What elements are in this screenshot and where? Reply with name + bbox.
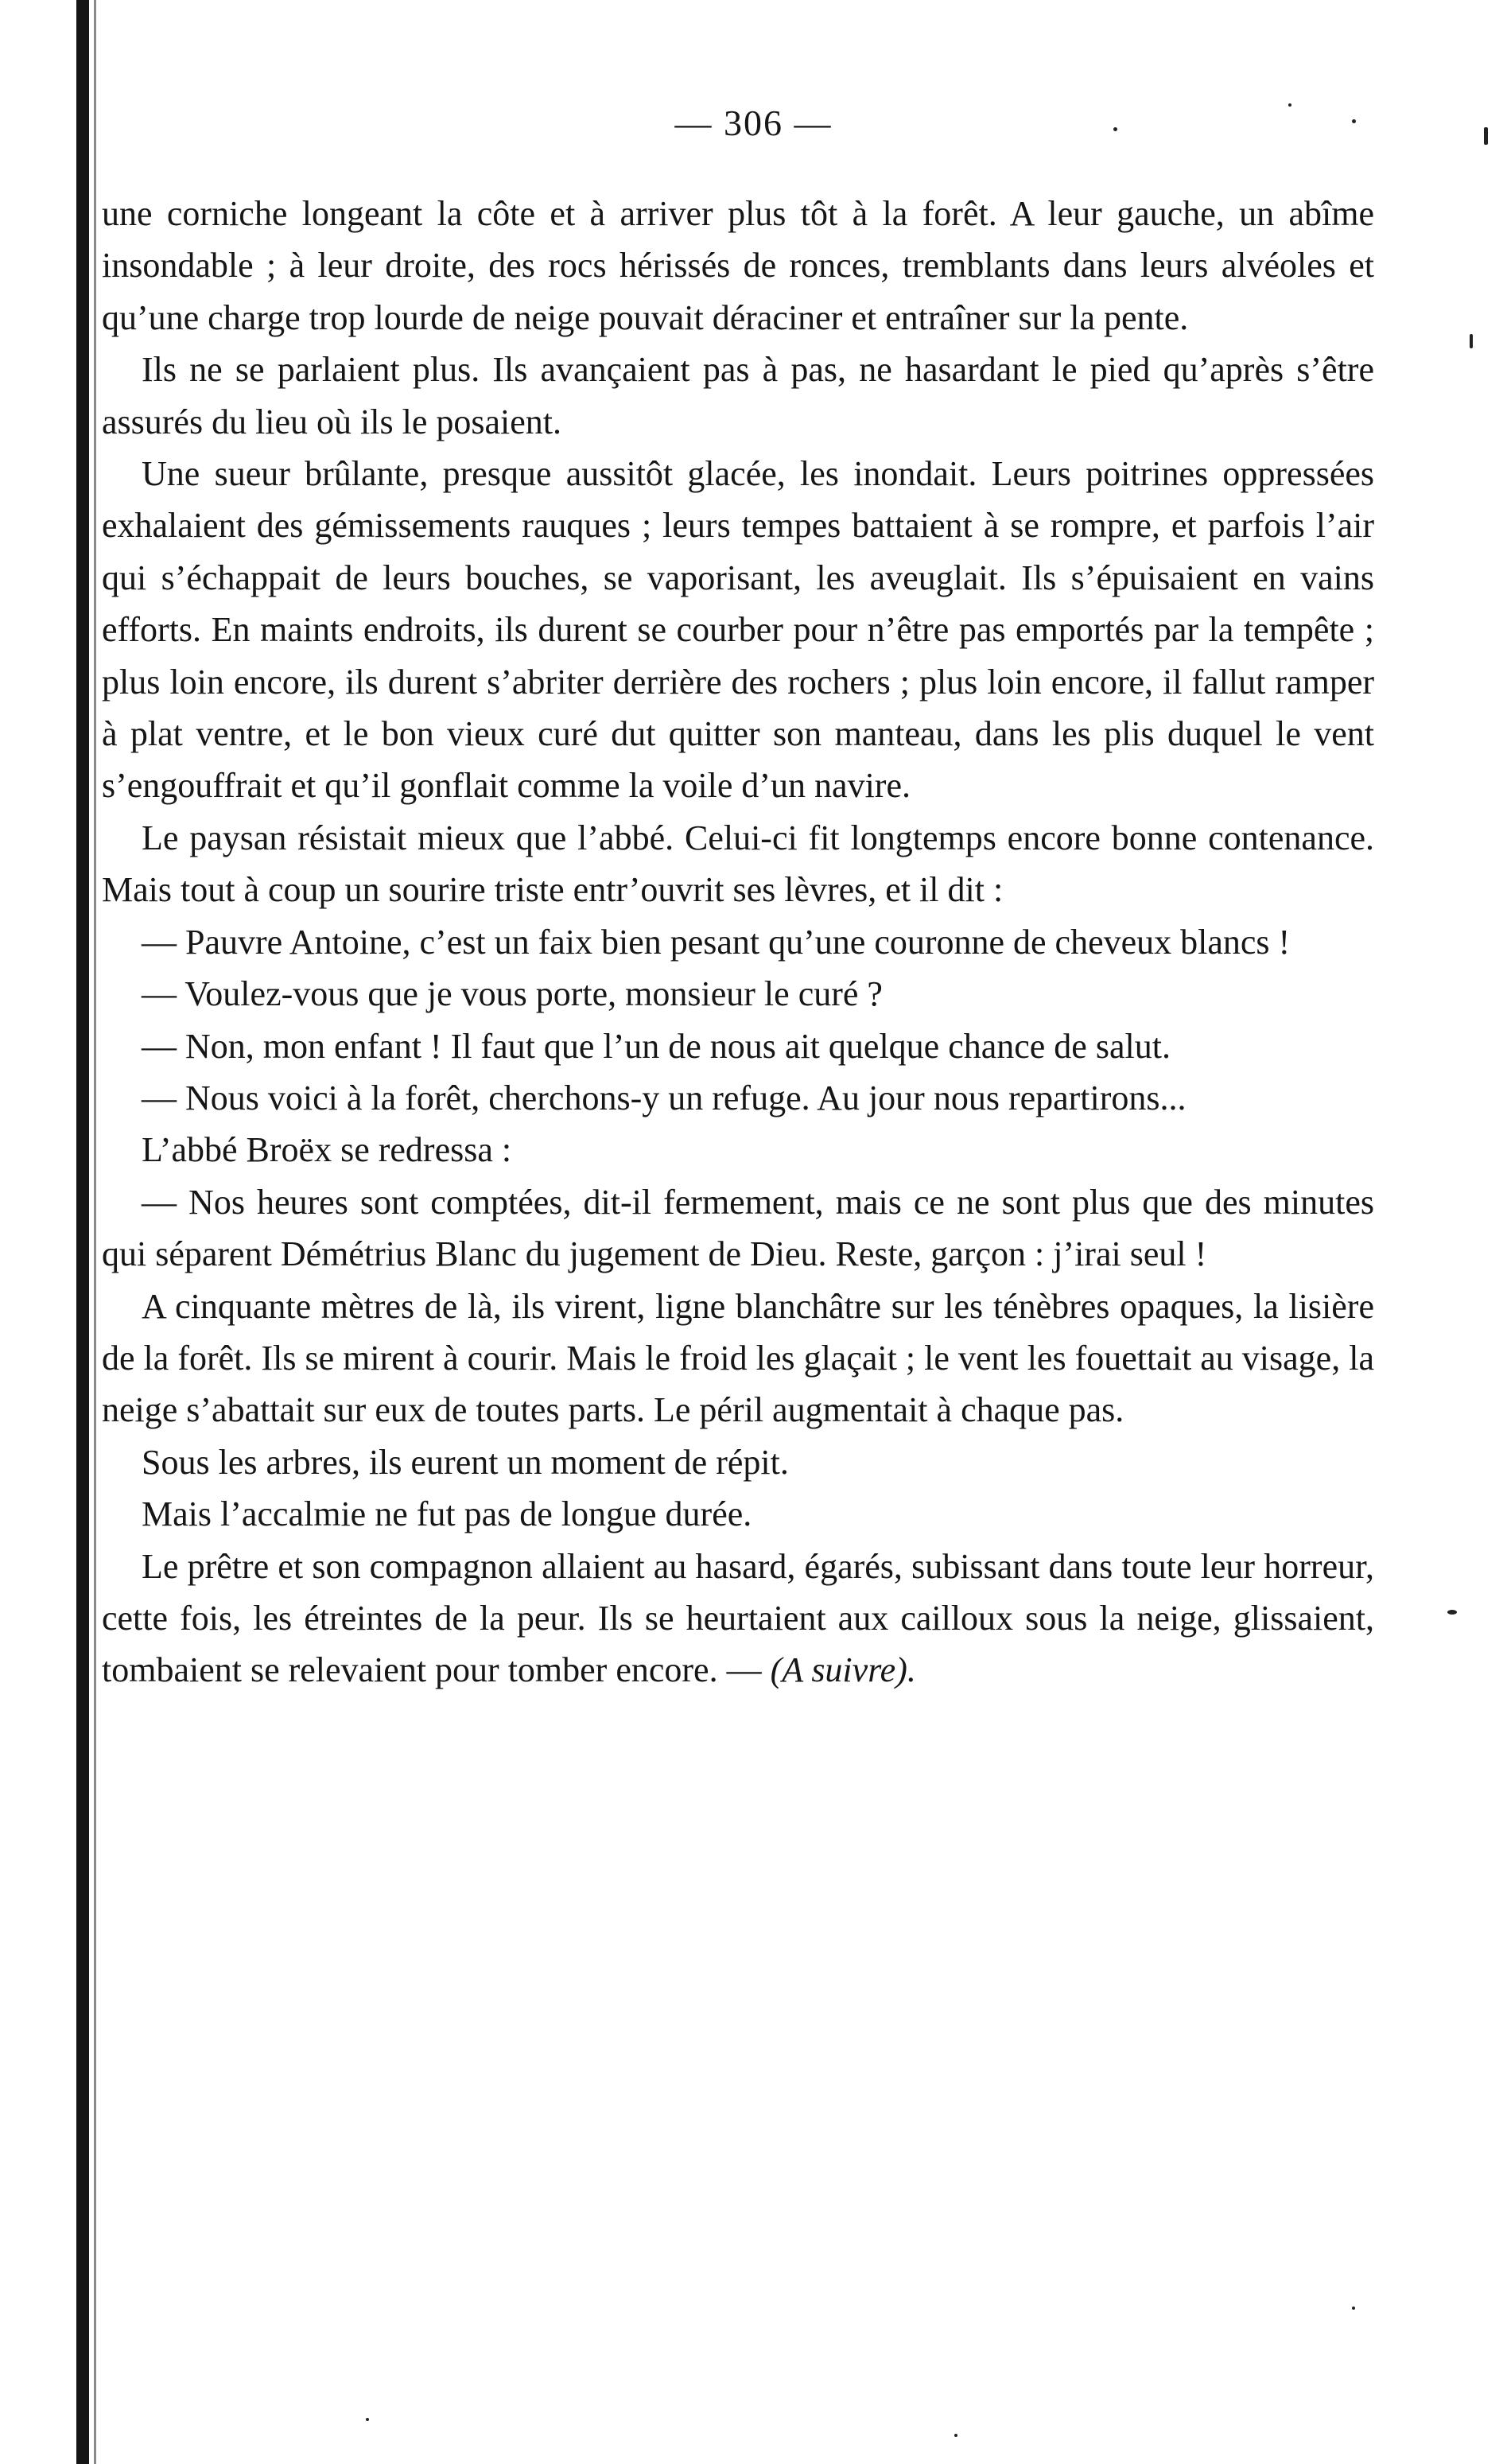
dialogue-line: — Voulez-vous que je vous porte, monsieur le curé ?	[142, 974, 883, 1014]
scan-speck	[954, 2434, 957, 2437]
paragraph: A cinquante mètres de là, ils virent, ligne blanchâtre sur les ténèbres opaques, la lisière de la forêt. Ils se mirent à courir. Mais le froid les glaçait ; le vent les fouettait au visage, la neige s’abattait sur eux de toutes parts. Le péril augmentait à chaque pas.	[102, 1286, 1374, 1430]
dialogue-line: — Nous voici à la forêt, cherchons-y un refuge. Au jour nous repartirons...	[142, 1078, 1187, 1117]
scan-speck	[1470, 334, 1473, 348]
paragraph	[102, 1541, 1374, 1696]
dialogue-line: — Nos heures sont comptées, dit-il fermement, mais ce ne sont plus que des minutes qui séparent Démétrius Blanc du jugement de Dieu. Reste, garçon : j’irai seul !	[102, 1182, 1374, 1274]
paragraph: Ils ne se parlaient plus. Ils avançaient pas à pas, ne hasardant le pied qu’après s’être assurés du lieu où ils le posaient.	[102, 350, 1374, 441]
scan-speck	[1352, 2307, 1355, 2310]
text-body	[102, 188, 1374, 1696]
scan-speck	[1484, 127, 1488, 145]
paragraph: Mais l’accalmie ne fut pas de longue durée.	[142, 1494, 752, 1534]
paragraph: Sous les arbres, ils eurent un moment de répit.	[142, 1442, 789, 1482]
scan-speck	[1352, 119, 1356, 123]
scan-speck	[366, 2418, 369, 2421]
page-binding-line	[94, 0, 96, 2464]
paragraph: Une sueur brûlante, presque aussitôt glacée, les inondait. Leurs poitrines oppressées exhalaient des gémissements rauques ; leurs tempes battaient à se rompre, et parfois l’air qui s’échappait de leurs bouches, se vaporisant, les aveuglait. Ils s’épuisaient en vains efforts. En maints endroits, ils durent se courber pour n’être pas emportés par la tempête ; plus loin encore, ils durent s’abriter derrière des rochers ; plus loin encore, il fallut ramper à plat ventre, et le bon vieux curé dut quitter son manteau, dans les plis duquel le vent s’engouffrait et qu’il gonflait comme la voile d’un navire.	[102, 454, 1374, 806]
page-binding-edge	[76, 0, 89, 2464]
paragraph: L’abbé Broëx se redressa :	[142, 1130, 512, 1170]
scan-speck	[1447, 1610, 1457, 1615]
scan-speck	[1288, 103, 1291, 107]
to-be-continued: (A suivre).	[770, 1650, 916, 1690]
paragraph: une corniche longeant la côte et à arriver plus tôt à la forêt. A leur gauche, un abîme insondable ; à leur droite, des rocs hérissés de ronces, tremblants dans leurs alvéoles et qu’une charge trop lourde de neige pouvait déraciner et entraîner sur la pente.	[102, 194, 1374, 337]
page-number: — 306 —	[674, 103, 833, 143]
scan-speck	[1113, 127, 1117, 131]
paragraph: Le paysan résistait mieux que l’abbé. Celui-ci fit longtemps encore bonne contenance. Mais tout à coup un sourire triste entr’ouvrit ses lèvres, et il dit :	[102, 818, 1374, 910]
dialogue-line: — Pauvre Antoine, c’est un faix bien pesant qu’une couronne de cheveux blancs !	[142, 922, 1291, 962]
dialogue-line: — Non, mon enfant ! Il faut que l’un de nous ait quelque chance de salut.	[142, 1026, 1171, 1066]
final-paragraph-text: Le prêtre et son compagnon allaient au hasard, égarés, subissant dans toute leur horreur, cette fois, les étreintes de la peur. Ils se heurtaient aux cailloux sous la neige, glissaient, tombaient se relevaient pour tomber encore. —	[102, 1546, 1374, 1690]
